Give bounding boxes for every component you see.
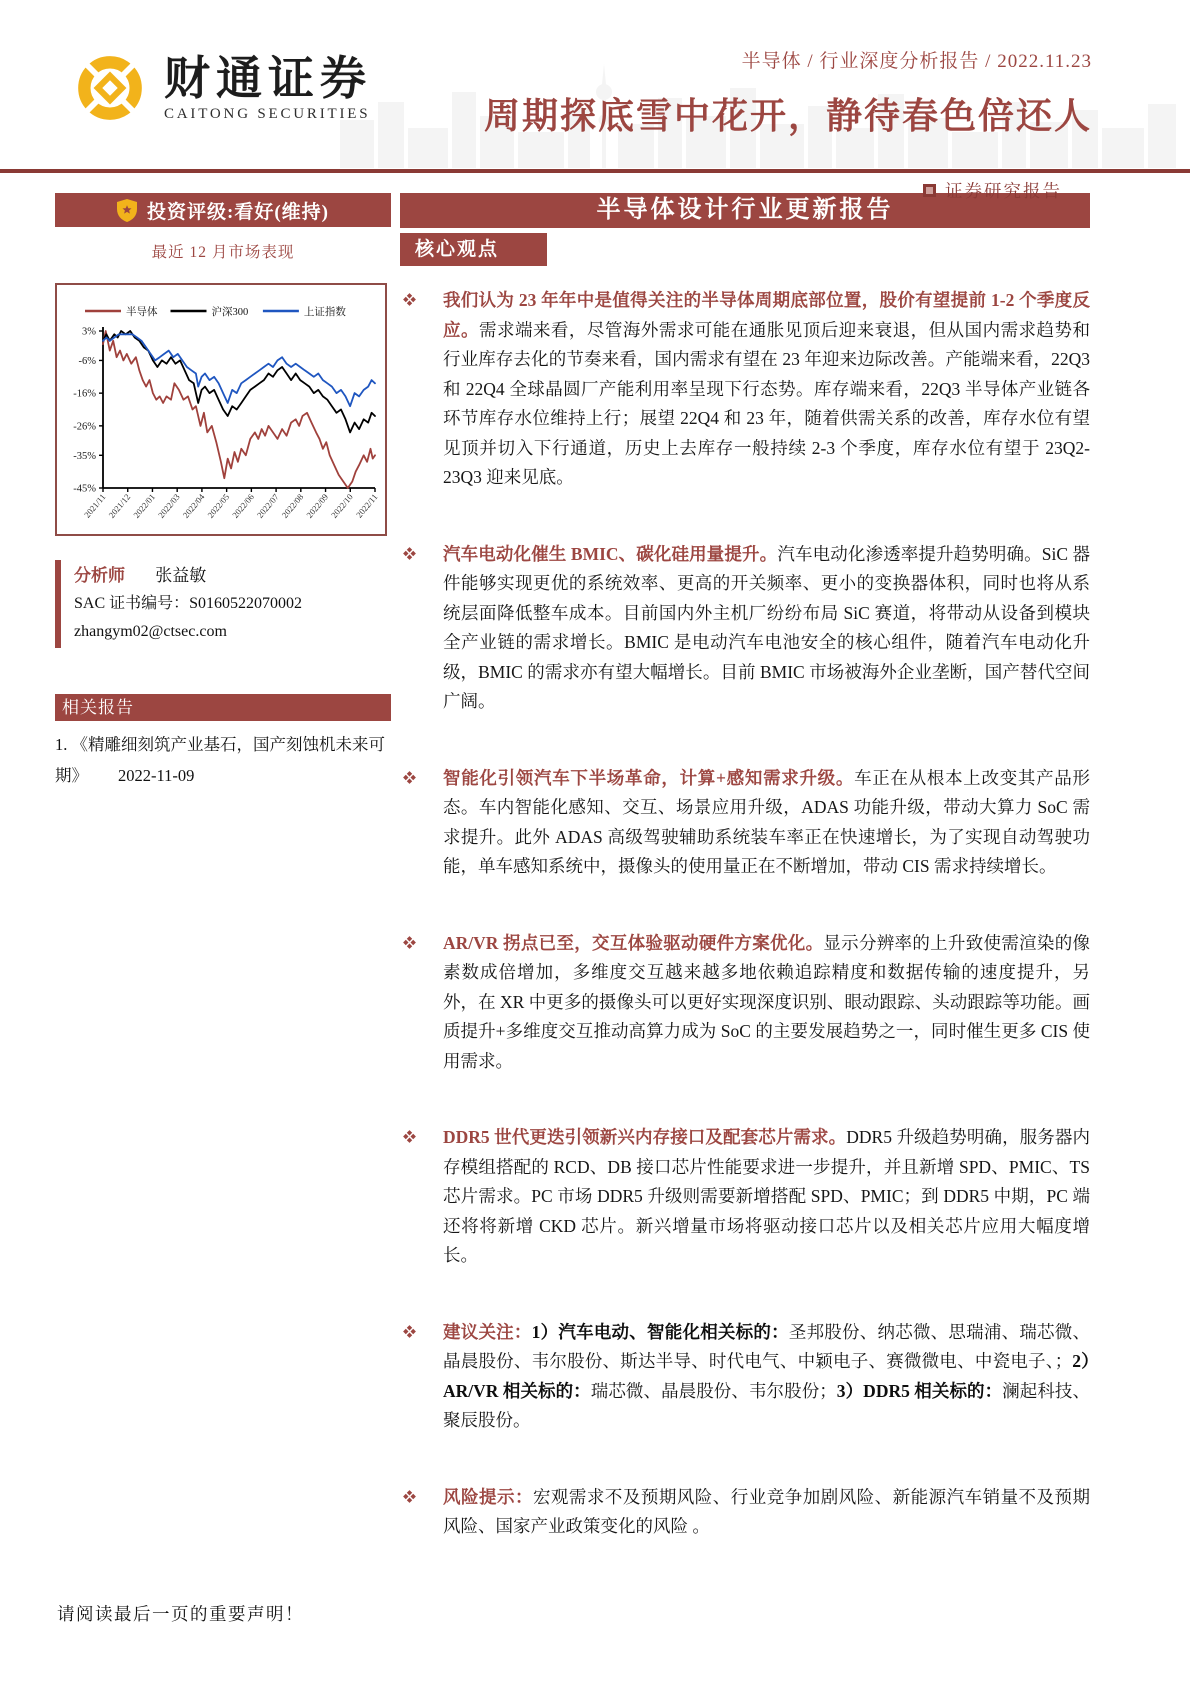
bullet-text: 建议关注：1）汽车电动、智能化相关标的：圣邦股份、纳芯微、思瑞浦、瑞芯微、晶晨股份、韦尔股份、斯达半导、时代电气、中颖电子、赛微微电、中瓷电子、；2）AR/VR 相关标的：瑞芯微、晶晨股份、韦尔股份；3）DDR5 相关标的：澜起科技、聚辰股份。 [443, 1321, 1091, 1430]
svg-text:2022/11: 2022/11 [353, 491, 380, 520]
bullet-item [400, 1483, 1090, 1542]
svg-text:2022/10: 2022/10 [329, 491, 355, 520]
footer-disclaimer: 请阅读最后一页的重要声明！ [57, 1604, 304, 1624]
rating-banner [55, 193, 391, 227]
svg-text:2021/12: 2021/12 [106, 491, 133, 520]
svg-text:-35%: -35% [73, 450, 96, 462]
caitong-coin-icon [72, 50, 148, 126]
svg-text:2022/03: 2022/03 [155, 491, 182, 520]
bullet-item [400, 540, 1090, 717]
diamond-bullet-icon [400, 1123, 443, 1271]
brand-name-cn: 财通证券 [164, 52, 372, 104]
market-performance-chart [57, 285, 385, 534]
svg-text:2022/06: 2022/06 [230, 491, 256, 520]
report-type-label: 证券研究报告 [945, 181, 1062, 201]
bullet-list [400, 286, 1090, 1542]
analyst-email-link[interactable]: zhangym02@ctsec.com [74, 623, 227, 640]
analyst-role-label: 分析师 [74, 566, 125, 585]
svg-text:2022/08: 2022/08 [279, 491, 306, 520]
chart-caption: 最近 12 月市场表现 [151, 244, 295, 261]
analyst-sac-number: SAC 证书编号：S0160522070002 [74, 595, 303, 612]
related-reports-title: 相关报告 [55, 694, 391, 721]
diamond-bullet-icon [400, 540, 443, 717]
svg-text:半导体: 半导体 [126, 306, 158, 318]
svg-text:3%: 3% [82, 326, 96, 338]
bullet-text: DDR5 世代更迭引领新兴内存接口及配套芯片需求。DDR5 升级趋势明确，服务器内存模组搭配的 RCD、DB 接口芯片性能要求进一步提升，并且新增 SPD、PMIC、TS 芯片需求。PC 市场 DDR5 升级则需要新增搭配 SPD、PMIC；到 DDR5 中期，PC 端还将将新增 CKD 芯片。新兴增量市场将驱动接口芯片以及相关芯片应用大幅度增长。 [443, 1127, 1090, 1265]
market-performance-chart-box [55, 283, 387, 536]
related-reports [55, 694, 391, 791]
sidebar [55, 193, 391, 791]
bullet-item [400, 286, 1090, 493]
brand-name-en: CAITONG SECURITIES [164, 105, 371, 122]
shield-star-icon [117, 199, 137, 222]
svg-text:2022/01: 2022/01 [131, 491, 157, 520]
diamond-bullet-icon [400, 1318, 443, 1436]
analyst-name: 张益敏 [155, 566, 207, 585]
bullet-text: 风险提示：宏观需求不及预期风险、行业竞争加剧风险、新能源汽车销量不及预期风险、国家产业政策变化的风险 。 [443, 1486, 1091, 1536]
svg-text:-26%: -26% [73, 421, 96, 433]
svg-text:-6%: -6% [78, 356, 96, 368]
related-report-date: 2022-11-09 [118, 766, 195, 785]
svg-text:2022/09: 2022/09 [304, 491, 331, 520]
report-main-title: 周期探底雪中花开，静待春色倍还人 [483, 96, 1092, 136]
diamond-bullet-icon [400, 764, 443, 882]
header-divider [0, 169, 1190, 173]
diamond-bullet-icon [400, 929, 443, 1077]
svg-text:2022/07: 2022/07 [254, 491, 281, 520]
diamond-bullet-icon [400, 1483, 443, 1542]
svg-text:2022/05: 2022/05 [205, 491, 232, 520]
bullet-item [400, 1123, 1090, 1271]
bullet-item [400, 1318, 1090, 1436]
bullet-item [400, 764, 1090, 882]
main-column [400, 193, 1090, 1589]
bullet-text: AR/VR 拐点已至，交互体验驱动硬件方案优化。显示分辨率的上升致使需渲染的像素数成倍增加，多维度交互越来越多地依赖追踪精度和数据传输的速度提升，另外，在 XR 中更多的摄像头可以更好实现深度识别、眼动跟踪、头动跟踪等功能。画质提升+多维度交互推动高算力成为 SoC 的主要发展趋势之一，同时催生更多 CIS 使用需求。 [443, 932, 1090, 1071]
bullet-text: 汽车电动化催生 BMIC、碳化硅用量提升。汽车电动化渗透率提升趋势明确。SiC 器件能够实现更优的系统效率、更高的开关频率、更小的变换器体积，同时也将从系统层面降低整车成本。目前国内外主机厂纷纷布局 SiC 赛道，将带动从设备到模块全产业链的需求增长。BMIC 是电动汽车电池安全的核心组件，随着汽车电动化升级，BMIC 的需求亦有望大幅增长。目前 BMIC 市场被海外企业垄断，国产替代空间广阔。 [443, 543, 1090, 711]
svg-text:沪深300: 沪深300 [211, 306, 249, 318]
svg-text:-16%: -16% [73, 388, 96, 400]
related-reports-list [55, 729, 391, 791]
bullet-text: 我们认为 23 年年中是值得关注的半导体周期底部位置，股价有望提前 1-2 个季度反应。需求端来看，尽管海外需求可能在通胀见顶后迎来衰退，但从国内需求趋势和行业库存去化的节奏来看，国内需求有望在 23 年迎来边际改善。产能端来看，22Q3 和 22Q4 全球晶圆厂产能利用率呈现下行态势。库存端来看，22Q3 半导体产业链各环节库存水位维持上行；展望 22Q4 和 23 年，随着供需关系的改善，库存水位有望见顶并切入下行通道，历史上去库存一般持续 2-3 个季度，库存水位有望于 23Q2-23Q3 迎来见底。 [443, 290, 1091, 487]
rating-label: 投资评级:看好(维持) [147, 201, 329, 223]
section-title-banner: 半导体设计行业更新报告 [400, 193, 1090, 228]
report-type-tag [923, 178, 1062, 203]
svg-text:上证指数: 上证指数 [303, 306, 346, 318]
diamond-bullet-icon [400, 286, 443, 493]
related-report-title[interactable]: 1. 《精雕细刻筑产业基石，国产刻蚀机未来可期》 [55, 735, 385, 785]
core-view-banner: 核心观点 [400, 233, 547, 266]
report-kicker: 半导体 / 行业深度分析报告 / 2022.11.23 [741, 51, 1092, 72]
related-report-item[interactable] [55, 729, 391, 791]
bullet-text: 智能化引领汽车下半场革命，计算+感知需求升级。车正在从根本上改变其产品形态。车内智能化感知、交互、场景应用升级，ADAS 功能升级，带动大算力 SoC 需求提升。此外 ADAS 高级驾驶辅助系统装车率正在快速增长，为了实现自动驾驶功能，单车感知系统中，摄像头的使用量正在不断增加，带动 CIS 需求持续增长。 [443, 767, 1090, 876]
analyst-block [55, 560, 391, 648]
svg-text:2021/11: 2021/11 [81, 491, 108, 520]
svg-text:-45%: -45% [73, 483, 96, 495]
bullet-item [400, 929, 1090, 1077]
brand-logo [72, 50, 372, 126]
square-bullet-icon [923, 184, 936, 197]
svg-text:2022/04: 2022/04 [180, 491, 207, 520]
